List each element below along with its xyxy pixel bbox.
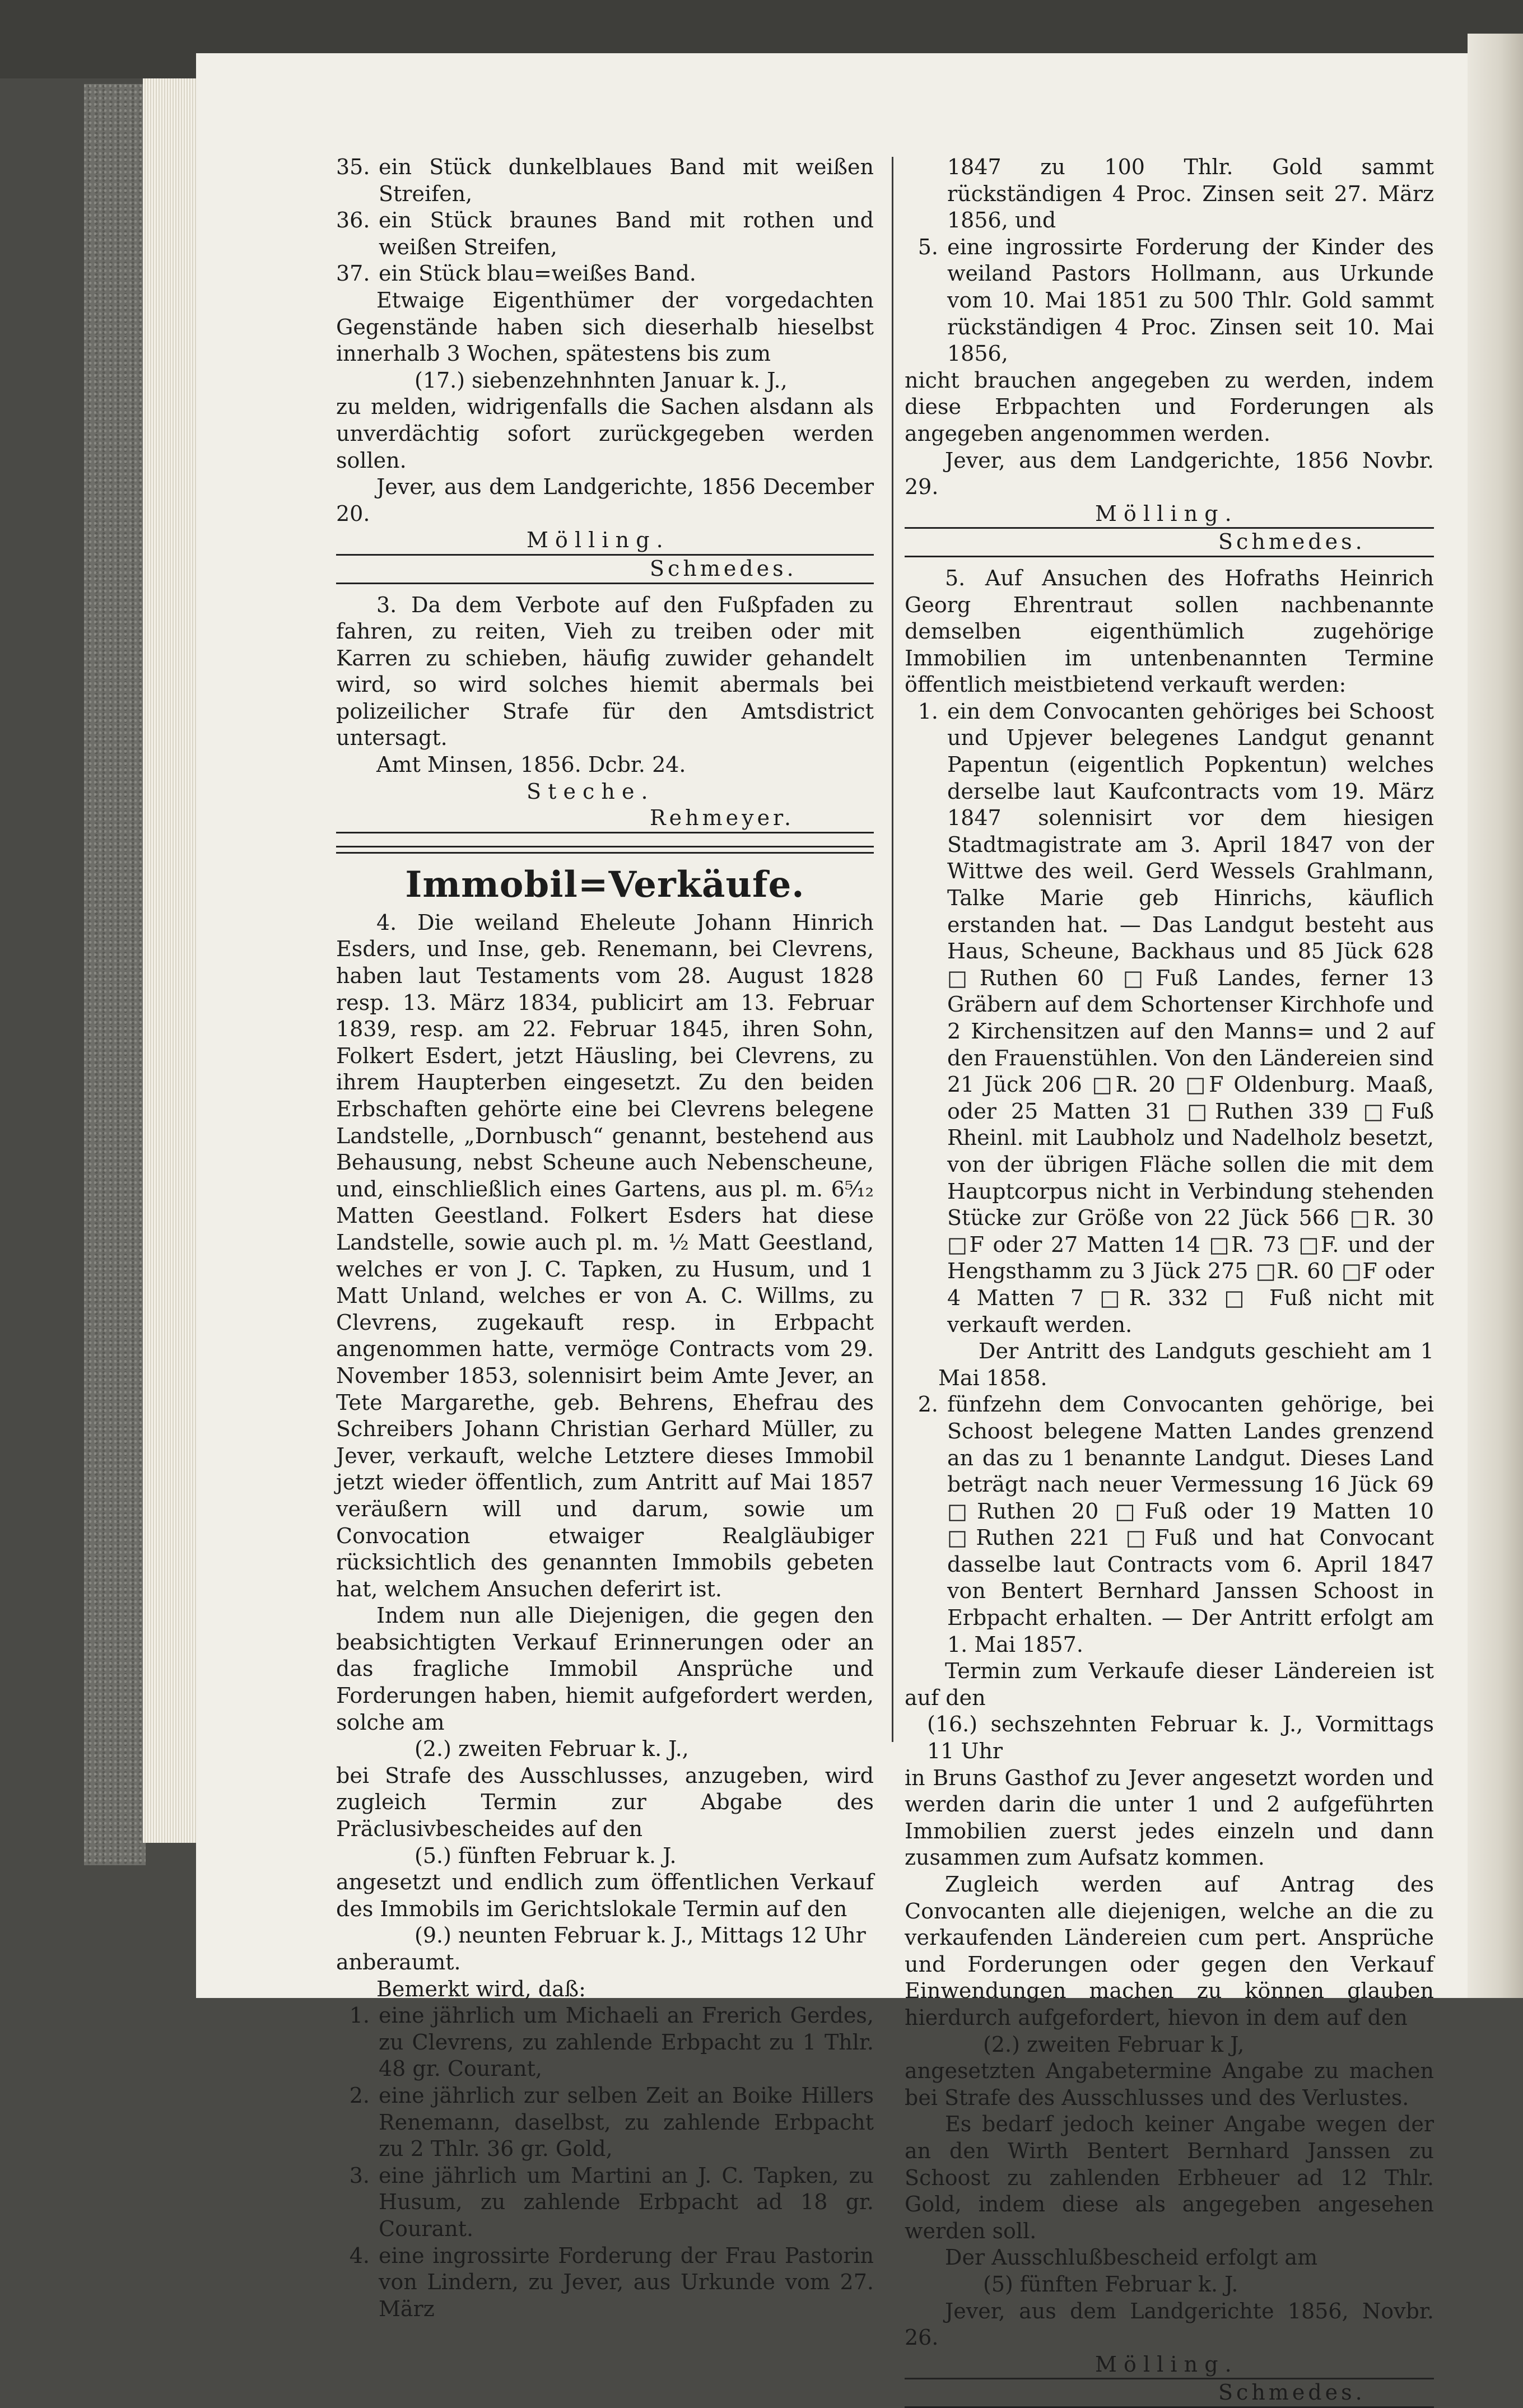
notice-5: 5. Auf Ansuchen des Hofraths Heinrich Georg Ehrentraut sollen nachbenannte demselben eigenthümlich zugehörige Immobilien im untenbenannten Termine öffentlich meistbietend verkauft werden: xyxy=(905,565,1434,697)
signature-clerk: Schmedes. xyxy=(905,529,1434,557)
notice-body: Zugleich werden auf Antrag des Convocanten alle diejenigen, welche an die zu verkaufenden Ländereien cum pert. Ansprüche und Forderungen oder gegen den Verkauf Einwendungen machen zu können glauben hierdurch aufgefordert, hievon in dem auf den xyxy=(905,1872,1434,2030)
signature-clerk: Schmedes. xyxy=(336,556,874,584)
notice-date: (17.) siebenzehnhnten Januar k. J., xyxy=(414,367,788,393)
list-item: 3. eine jährlich um Martini an J. C. Tapken, zu Husum, zu zahlende Erbpacht ad 18 gr. Courant. xyxy=(349,2163,874,2241)
section-divider xyxy=(336,846,874,854)
signature-official: S t e c h e . xyxy=(527,779,648,804)
list-item: 1. eine jährlich um Michaeli an Frerich Gerdes, zu Clevrens, zu zahlende Erbpacht zu 1 Thlr. 48 gr. Courant, xyxy=(349,2003,874,2081)
spacer xyxy=(336,584,874,592)
notice-body: angesetzt und endlich zum öffentlichen Verkauf des Immobils im Gerichtslokale Termin auf den xyxy=(336,1870,874,1921)
notice-date: (2.) zweiten Februar k. J., xyxy=(414,1736,689,1762)
section-heading: Immobil=Verkäufe. xyxy=(405,863,805,906)
notice-body: Etwaige Eigenthümer der vorgedachten Gegenstände haben sich dieserhalb hieselbst innerhalb 3 Wochen, spätestens bis zum xyxy=(336,287,874,366)
signature-clerk: Rehmeyer. xyxy=(336,805,874,833)
list-item: 36. ein Stück braunes Band mit rothen und weißen Streifen, xyxy=(336,208,874,259)
notice-body: Indem nun alle Diejenigen, die gegen den beabsichtigten Verkauf Erinnerungen oder an das fragliche Immobil Ansprüche und Forderungen haben, hiemit aufgefordert werden, solche am xyxy=(336,1603,874,1735)
notice-4: 4. Die weiland Eheleute Johann Hinrich Esders, und Inse, geb. Renemann, bei Clevrens, haben laut Testaments vom 28. August 1828 resp. 13. März 1834, publicirt am 13. Februar 1839, resp. am 22. Februar 1845, ihren Sohn, Folkert Esdert, jetzt Häusling, bei Clevrens, zu ihrem Haupterben eingesetzt. Zu den beiden Erbschaften gehörte eine bei Clevrens belegene Landstelle, „Dornbusch“ genannt, bestehend aus Behausung, nebst Scheune auch Nebenscheune, und, einschließlich eines Gartens, aus pl. m. 6⁵⁄₁₂ Matten Geestland. Folkert Esders hat diese Landstelle, sowie auch pl. m. ½ Matt Geestland, welches er von J. C. Tapken, zu Husum, und 1 Matt Unland, welches er von A. C. Willms, zu Clevrens, zugekauft resp. in Erbpacht angenommen hatte, vermöge Contracts vom 29. November 1853, solennisirt beim Amte Jever, an Tete Margarethe, geb. Behrens, Ehefrau des Schreibers Johann Christian Gerhard Müller, zu Jever, verkauft, welche Letztere dieses Immobil jetzt wieder öffentlich, zum Antritt auf Mai 1857 veräußern will und darum, sowie um Convocation etwaiger Realgläubiger rücksichtlich des genannten Immobils gebeten hat, welchem Ansuchen deferirt ist. xyxy=(336,910,874,1601)
notice-body: in Bruns Gasthof zu Jever angesetzt worden und werden darin die unter 1 und 2 aufgeführten Immobilien zuerst jedes einzeln und dann zusammen zum Aufsatz kommen. xyxy=(905,1765,1434,1870)
page-curl-edge xyxy=(1468,34,1523,1998)
notice-body: angesetzten Angabetermine Angabe zu machen bei Strafe des Ausschlusses und des Verlustes. xyxy=(905,2058,1434,2110)
notice-body: nicht brauchen angegeben zu werden, indem diese Erbpachten und Forderungen als angegeben angenommen werden. xyxy=(905,367,1434,446)
notice-body: Es bedarf jedoch keiner Angabe wegen der an den Wirth Bentert Bernhard Janssen zu Schoost zu zahlenden Erbheuer ad 12 Thlr. Gold, indem diese als angegeben angesehen werden soll. xyxy=(905,2112,1434,2243)
book-cover-marbled xyxy=(84,84,146,1865)
notice-place-date: Jever, aus dem Landgerichte, 1856 December 20. xyxy=(336,474,874,526)
notice-body: zu melden, widrigenfalls die Sachen alsdann als unverdächtig sofort zurückgegeben werden sollen. xyxy=(336,394,874,473)
list-item: 2. fünfzehn dem Convocanten gehörige, bei Schoost belegene Matten Landes grenzend an das zu 1 benannte Landgut. Dieses Land beträgt nach neuer Vermessung 16 Jück 69 □Ruthen 20 □Fuß oder 19 Matten 10 □Ruthen 221 □Fuß und hat Convocant dasselbe laut Contracts vom 6. April 1847 von Bentert Bernhard Janssen Schoost in Erbpacht erhalten. — Der Antritt erfolgt am 1. Mai 1857. xyxy=(917,1392,1434,1657)
right-column xyxy=(905,154,1434,2408)
page-stack-edge xyxy=(143,78,196,1843)
notice-date: (9.) neunten Februar k. J., Mittags 12 Uhr xyxy=(414,1923,866,1948)
list-item: 1. ein dem Convocanten gehöriges bei Schoost und Upjever belegenes Landgut genannt Papentun (eigentlich Popkentun) welches derselbe laut Kaufcontracts vom 19. März 1847 solennisirt vor dem hiesigen Stadtmagistrate am 3. April 1847 von der Wittwe des weil. Gerd Wessels Grahlmann, Talke Marie geb Hinrichs, käuflich erstanden hat. — Das Landgut besteht aus Haus, Scheune, Backhaus und 85 Jück 628 □Ruthen 60 □Fuß Landes, ferner 13 Gräbern auf dem Schortenser Kirchhofe und 2 Kirchensitzen auf den Manns= und 2 auf den Frauenstühlen. Von den Ländereien sind 21 Jück 206 □R. 20 □F Oldenburg. Maaß, oder 25 Matten 31 □Ruthen 339 □Fuß Rheinl. mit Laubholz und Nadelholz besetzt, von der übrigen Fläche sollen die mit dem Hauptcorpus nicht in Verbindung stehenden Stücke zur Größe von 22 Jück 566 □R. 30 □F oder 27 Matten 14 □R. 73 □F. und der Hengsthamm zu 3 Jück 275 □R. 60 □F oder 4 Matten 7 □R. 332 □ Fuß nicht mit verkauft werden. xyxy=(917,698,1434,1337)
notice-date: (5) fünften Februar k. J. xyxy=(983,2271,1238,2297)
list-item: 2. eine jährlich zur selben Zeit an Boike Hillers Renemann, daselbst, zu zahlende Erbpacht zu 2 Thlr. 36 gr. Gold, xyxy=(349,2083,874,2162)
signature-judge: M ö l l i n g . xyxy=(336,527,874,556)
notice-body: Der Ausschlußbescheid erfolgt am xyxy=(945,2245,1318,2270)
notice-sub: Der Antritt des Landguts geschieht am 1 Mai 1858. xyxy=(938,1339,1434,1390)
list-item: 5. eine ingrossirte Forderung der Kinder des weiland Pastors Hollmann, aus Urkunde vom 10. Mai 1851 zu 500 Thlr. Gold sammt rückständigen 4 Proc. Zinsen seit 10. Mai 1856, xyxy=(917,234,1434,366)
notice-body: bei Strafe des Ausschlusses, anzugeben, wird zugleich Termin zur Abgabe des Präclusivbescheides auf den xyxy=(336,1763,874,1842)
notice-remark: Bemerkt wird, daß: xyxy=(376,1976,586,2001)
list-item: 4. eine ingrossirte Forderung der Frau Pastorin von Lindern, zu Jever, aus Urkunde vom 27. März xyxy=(349,2243,874,2321)
left-column xyxy=(336,154,874,2322)
spacer xyxy=(905,557,1434,565)
notice-date: (2.) zweiten Februar k J, xyxy=(983,2032,1245,2057)
notice-place-date: Jever, aus dem Landgerichte, 1856 Novbr. 29. xyxy=(905,448,1434,500)
signature-judge: M ö l l i n g . xyxy=(905,501,1434,529)
list-item: 37. ein Stück blau=weißes Band. xyxy=(336,261,696,286)
list-item: 35. ein Stück dunkelblaues Band mit weißen Streifen, xyxy=(336,155,874,206)
notice-place-date: Jever, aus dem Landgerichte 1856, Novbr. 26. xyxy=(905,2298,1434,2350)
signature-clerk: Schmedes. xyxy=(905,2379,1434,2408)
notice-date: (16.) sechszehnten Februar k. J., Vormittags 11 Uhr xyxy=(927,1712,1434,1764)
notice-body: Termin zum Verkaufe dieser Ländereien ist auf den xyxy=(905,1659,1434,1710)
notice-date: (5.) fünften Februar k. J. xyxy=(414,1843,677,1868)
list-item-continued: 1847 zu 100 Thlr. Gold sammt rückständigen 4 Proc. Zinsen seit 27. März 1856, und xyxy=(947,155,1434,233)
column-divider xyxy=(892,157,893,1742)
signature-judge: M ö l l i n g . xyxy=(905,2351,1434,2380)
notice-3: 3. Da dem Verbote auf den Fußpfaden zu fahren, zu reiten, Vieh zu treiben oder mit Karren zu schieben, häufig zuwider gehandelt wird, so wird solches hiemit abermals bei polizeilicher Strafe für den Amtsdistrict untersagt. xyxy=(336,592,874,751)
notice-place-date: Amt Minsen, 1856. Dcbr. 24. xyxy=(376,752,686,777)
notice-body: anberaumt. xyxy=(336,1950,461,1974)
